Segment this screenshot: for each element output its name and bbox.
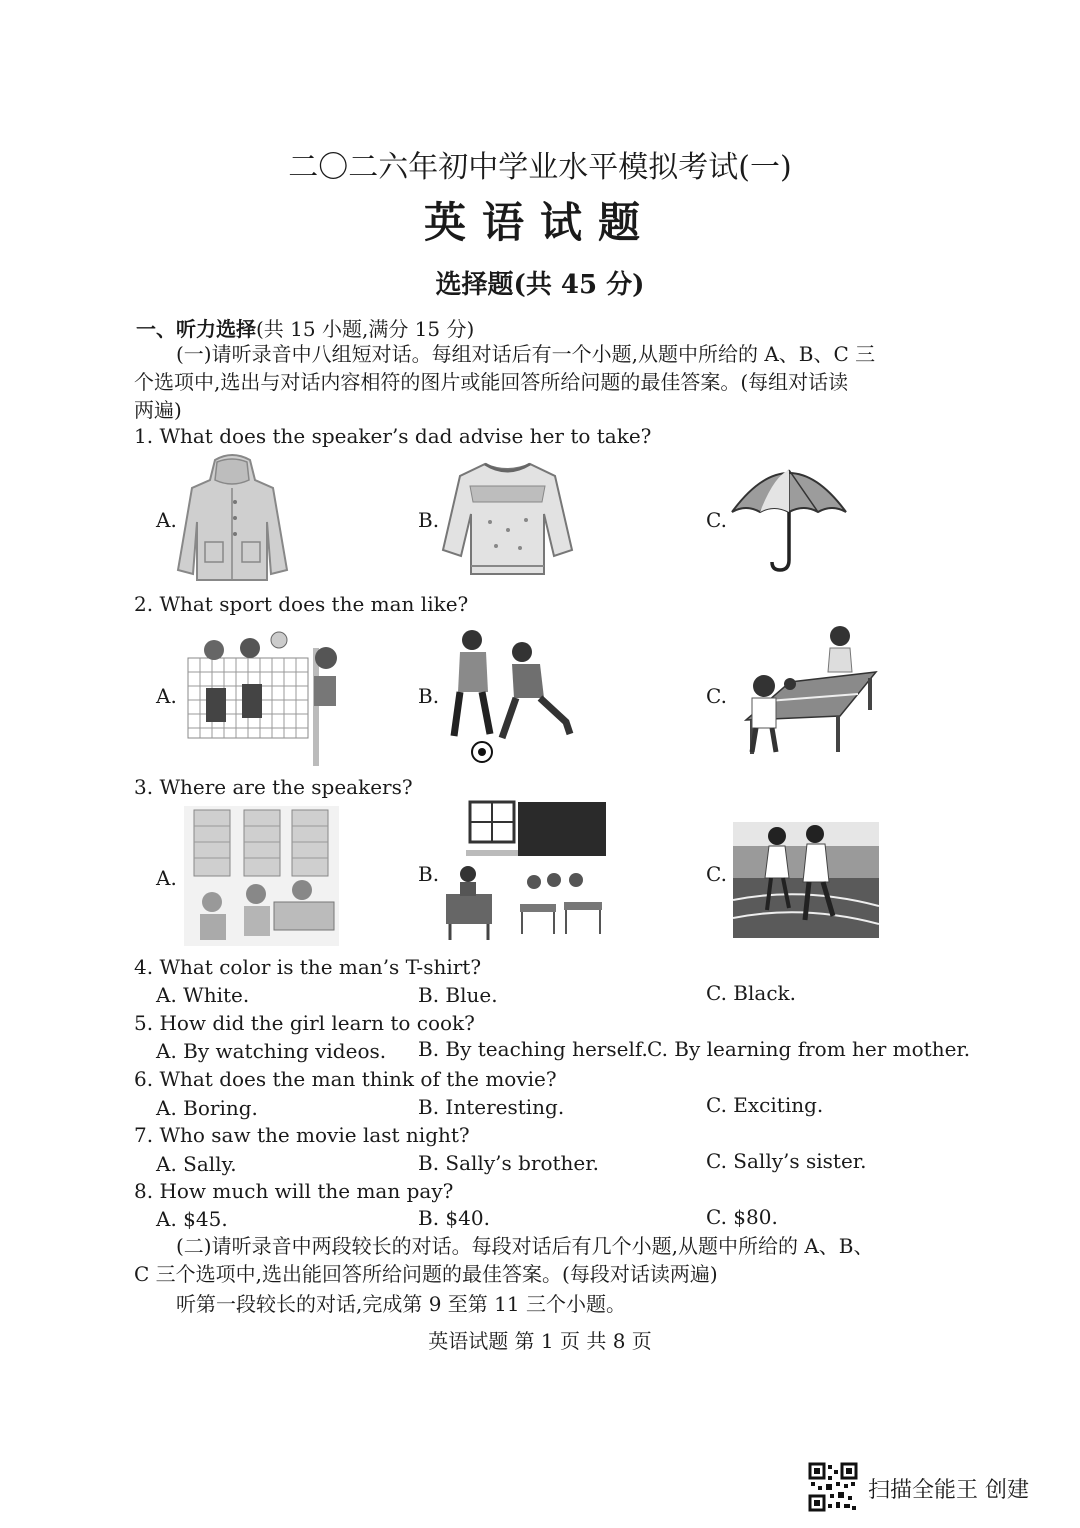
q6-option-c[interactable]: C. Exciting. — [706, 1093, 824, 1117]
soccer-icon — [444, 626, 579, 764]
question-8: 8. How much will the man pay? — [134, 1179, 454, 1203]
q8-option-a[interactable]: A. $45. — [156, 1207, 228, 1231]
q1-option-b-label: B. — [418, 508, 440, 532]
sweater-icon — [440, 458, 575, 578]
part2-instruction: 听第一段较长的对话,完成第 9 至第 11 三个小题。 — [176, 1292, 626, 1316]
volleyball-icon — [184, 628, 354, 766]
q6-option-a[interactable]: A. Boring. — [156, 1096, 258, 1120]
q7-option-a[interactable]: A. Sally. — [156, 1152, 237, 1176]
question-2: 2. What sport does the man like? — [134, 592, 469, 616]
q5-option-a[interactable]: A. By watching videos. — [156, 1039, 387, 1063]
q3-option-a-label: A. — [156, 866, 177, 890]
part1-intro-line1: (一)请听录音中八组短对话。每组对话后有一个小题,从题中所给的 A、B、C 三 — [176, 342, 876, 366]
q2-option-c-label: C. — [706, 684, 727, 708]
q5-option-b[interactable]: B. By teaching herself. — [418, 1037, 648, 1061]
question-4: 4. What color is the man’s T-shirt? — [134, 955, 482, 979]
qr-code-icon — [808, 1462, 858, 1512]
classroom-icon — [446, 800, 611, 942]
q1-option-a-label: A. — [156, 508, 177, 532]
question-6: 6. What does the man think of the movie? — [134, 1067, 557, 1091]
part1-heading — [136, 313, 474, 342]
page-footer: 英语试题 第 1 页 共 8 页 — [428, 1329, 652, 1353]
q4-option-c[interactable]: C. Black. — [706, 981, 796, 1005]
q6-option-b[interactable]: B. Interesting. — [418, 1095, 565, 1119]
q7-option-c[interactable]: C. Sally’s sister. — [706, 1149, 867, 1173]
q8-option-b[interactable]: B. $40. — [418, 1206, 490, 1230]
q1-option-c-label: C. — [706, 508, 727, 532]
question-5: 5. How did the girl learn to cook? — [134, 1011, 475, 1035]
library-icon — [184, 806, 339, 946]
raincoat-icon — [175, 452, 290, 584]
question-1: 1. What does the speaker’s dad advise her to take? — [134, 424, 652, 448]
q3-option-b-label: B. — [418, 862, 440, 886]
q7-option-b[interactable]: B. Sally’s brother. — [418, 1151, 599, 1175]
q2-option-b-label: B. — [418, 684, 440, 708]
playground-icon — [733, 822, 879, 938]
part1-intro-line3: 两遍) — [134, 398, 182, 422]
part2-intro-line1: (二)请听录音中两段较长的对话。每段对话后有几个小题,从题中所给的 A、B、 — [176, 1234, 874, 1258]
q4-option-a[interactable]: A. White. — [156, 983, 250, 1007]
q3-option-c-label: C. — [706, 862, 727, 886]
q5-option-c[interactable]: C. By learning from her mother. — [647, 1037, 971, 1061]
part1-heading-bold: 一、听力选择 — [136, 317, 256, 341]
q4-option-b[interactable]: B. Blue. — [418, 983, 498, 1007]
q8-option-c[interactable]: C. $80. — [706, 1205, 778, 1229]
part1-intro-line2: 个选项中,选出与对话内容相符的图片或能回答所给问题的最佳答案。(每组对话读 — [134, 370, 849, 394]
part2-intro-line2: C 三个选项中,选出能回答所给问题的最佳答案。(每段对话读两遍) — [134, 1262, 718, 1286]
q2-option-a-label: A. — [156, 684, 177, 708]
question-7: 7. Who saw the movie last night? — [134, 1123, 470, 1147]
question-3: 3. Where are the speakers? — [134, 775, 413, 799]
umbrella-icon — [728, 462, 850, 574]
subject-title: 英语试题 — [423, 198, 656, 247]
exam-title: 二〇二六年初中学业水平模拟考试(一) — [288, 150, 792, 185]
ping-pong-icon — [730, 624, 880, 764]
section-title: 选择题(共 45 分) — [435, 270, 645, 300]
part1-heading-rest: (共 15 小题,满分 15 分) — [256, 317, 475, 341]
scanner-watermark: 扫描全能王 创建 — [868, 1478, 1029, 1503]
